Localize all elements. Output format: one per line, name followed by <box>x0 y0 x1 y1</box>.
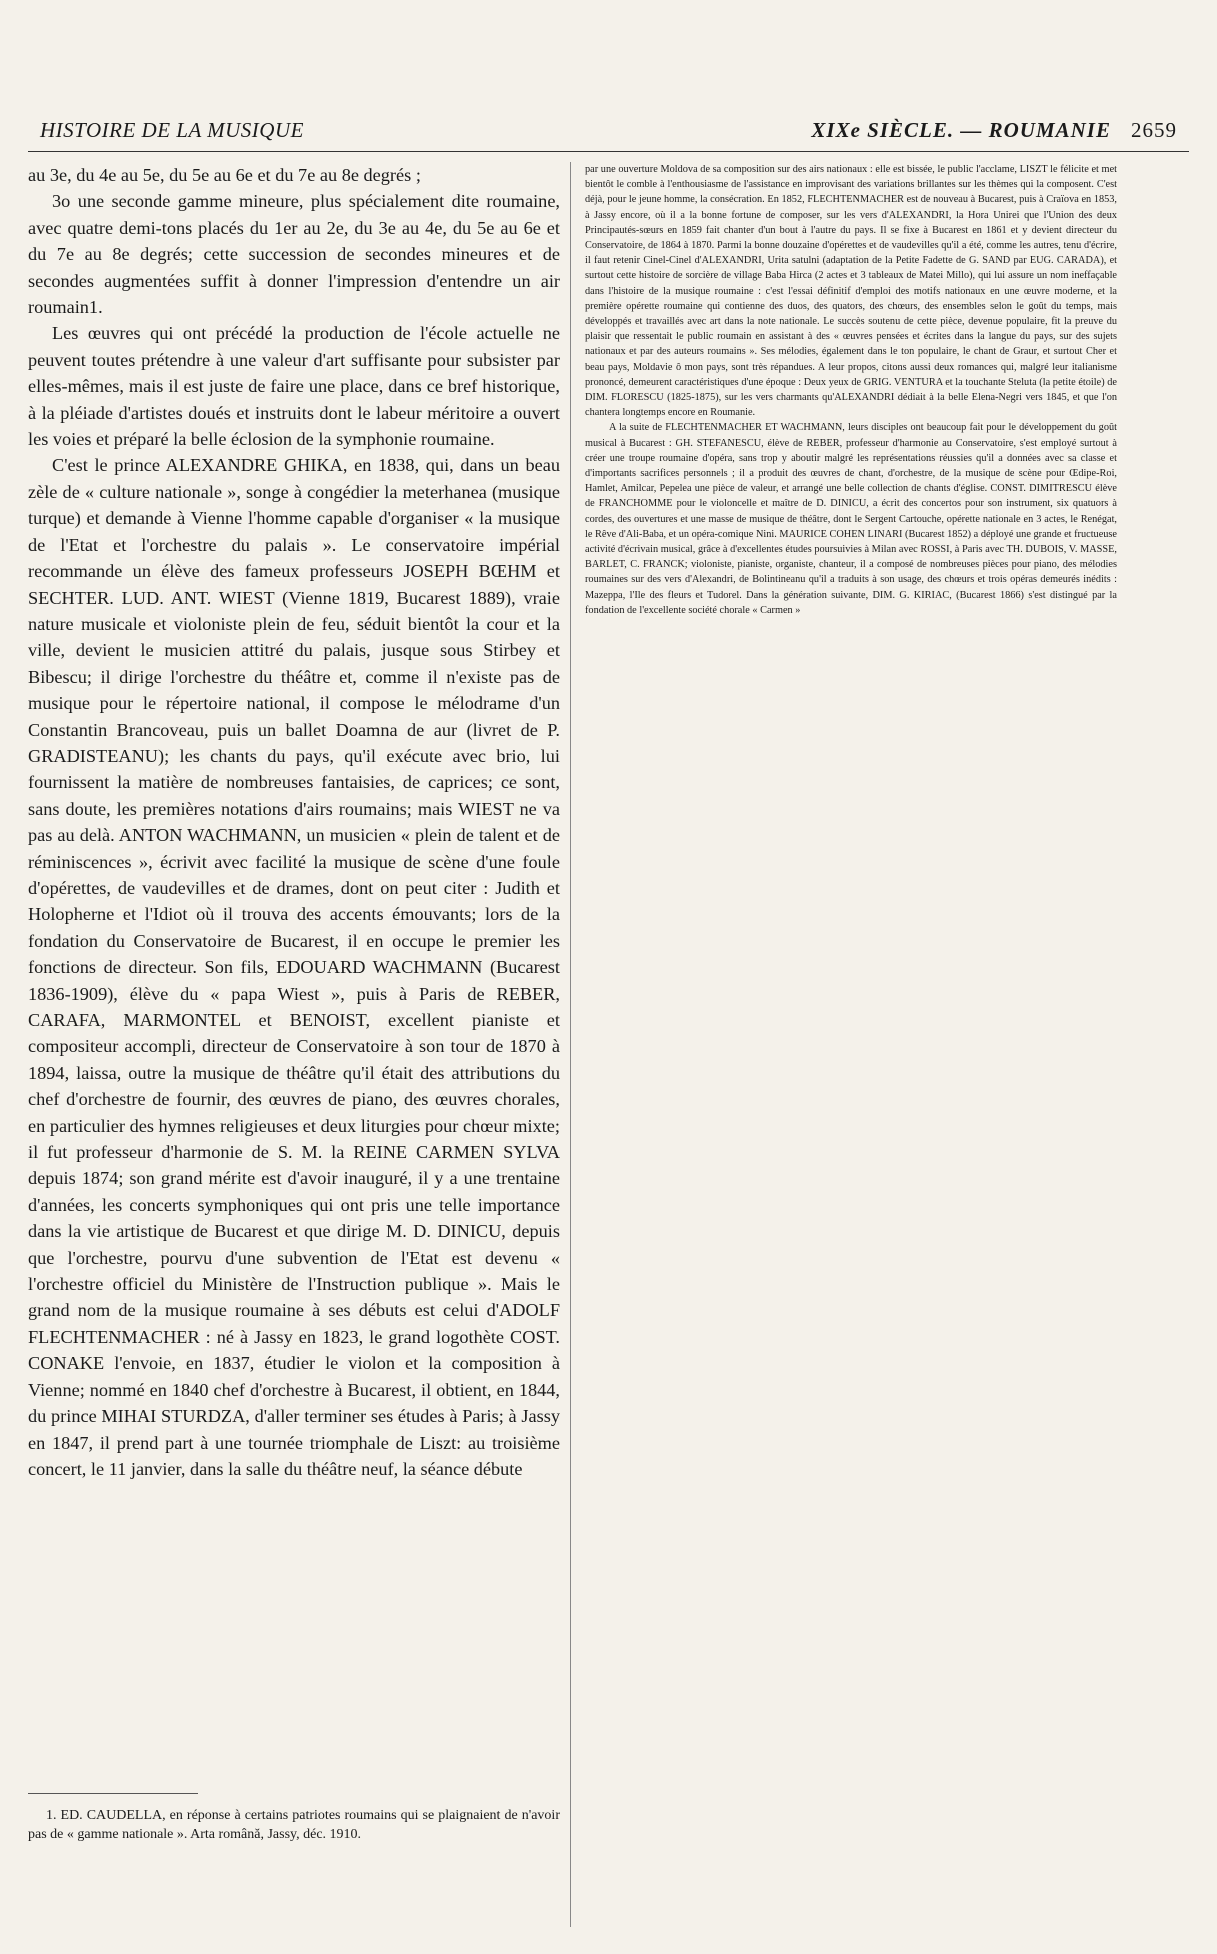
left-column <box>28 162 560 1482</box>
column-divider <box>570 162 571 1927</box>
footnote-rule <box>28 1793 198 1794</box>
page-number: 2659 <box>1131 118 1177 142</box>
running-header <box>40 118 1177 148</box>
paragraph: 3o une seconde gamme mineure, plus spécialement dite roumaine, avec quatre demi-tons placés du 1er au 2e, du 3e au 4e, du 5e au 6e et du 7e au 8e degrés; cette succession de secondes mineures et de secondes augmentées suffit à donner l'impression d'entendre un air roumain1. <box>28 191 560 318</box>
footnote <box>28 1806 560 1844</box>
header-left-title: HISTOIRE DE LA MUSIQUE <box>40 118 304 142</box>
paragraph: A la suite de FLECHTENMACHER ET WACHMANN, leurs disciples ont beaucoup fait pour le développement du goût musical à Bucarest : GH. STEFANESCU, élève de REBER, professeur d'harmonie au Conservatoire, s'est employé surtout à créer une troupe roumaine d'opéra, sans trop y aboutir malgré les représentations réussies qu'il a données avec sa classe et d'importants sacrifices personnels ; il a produit des œuvres de chant, d'orchestre, de la musique de scène pour Œdipe-Roi, Hamlet, Amilcar, Pepelea une pièce de valeur, et arrangé une belle collection de chants d'église. CONST. DIMITRESCU élève de FRANCHOMME pour le violoncelle et maître de D. DINICU, a écrit des concertos pour son instrument, six quatuors à cordes, des ouvertures et une masse de musique de théâtre, dont le Sergent Cartouche, opérette nationale en 3 actes, le Renégat, le Rêve d'Ali-Baba, et un opéra-comique Nini. MAURICE COHEN LINARI (Bucarest 1852) a déployé une grande et fructueuse activité d'écrivain musical, grâce à d'excellentes études poursuivies à Milan avec ROSSI, à Paris avec TH. DUBOIS, V. MASSE, BARLET, C. FRANCK; violoniste, pianiste, organiste, chanteur, il a composé de nombreuses pièces pour piano, des mélodies roumaines sur des vers d'Alexandri, de Bolintineanu qu'il a traduits à son usage, des chœurs et trois opéras demeurés inédits : Mazeppa, l'Ile des fleurs et Tudorel. Dans la génération suivante, DIM. G. KIRIAC, (Bucarest 1866) s'est distingué par la fondation de l'excellente société chorale « Carmen » <box>585 422 1117 616</box>
right-column <box>585 162 1117 1932</box>
footnote-text: 1. ED. CAUDELLA, en réponse à certains patriotes roumains qui se plaignaient de n'avoir pas de « gamme nationale ». Arta română, Jassy, déc. 1910. <box>28 1808 560 1842</box>
header-rule <box>28 151 1189 152</box>
header-right-title: XIXe SIÈCLE. — ROUMANIE <box>811 118 1111 142</box>
paragraph: par une ouverture Moldova de sa composition sur des airs nationaux : elle est bissée, le public l'acclame, LISZT le félicite et met bientôt le comble à l'enthousiasme de l'assistance en improvisant des variations brillantes sur les thèmes qui la composent. C'est déjà, pour le jeune homme, la consécration. En 1852, FLECHTENMACHER est de nouveau à Bucarest, puis à Craïova en 1853, à Jassy encore, où il a la bonne fortune de composer, sur les vers d'ALEXANDRI, la Hora Unirei que l'Union des deux Principautés-sœurs en 1859 fait chanter d'un bout à l'autre du pays. Il se fixe à Bucarest en 1861 et y devient directeur du Conservatoire, de 1864 à 1870. Parmi la bonne douzaine d'opérettes et de vaudevilles qu'il a été, comme les autres, tenu d'écrire, il faut retenir Cinel-Cinel d'ALEXANDRI, Urita satulni (adaptation de la Petite Fadette de G. SAND par EUG. CARADA), et surtout cette histoire de sorcière de village Baba Hirca (2 actes et 3 tableaux de Matei Millo), qui lui assure un nom ineffaçable dans l'histoire de la musique roumaine : c'est l'essai définitif d'emploi des motifs nationaux en une œuvre moderne, et la première opérette roumaine qui contienne des duos, des quators, des chœurs, des ensembles selon le goût du temps, mais développés et travaillés avec art dans la note nationale. Le succès soutenu de cette pièce, devenue populaire, fit la preuve du plaisir que ressentait le public roumain en assistant à des « œuvres pensées et écrites dans la langue du pays, sur des sujets nationaux et par des auteurs roumains ». Ses mélodies, également dans le ton populaire, le chant de Graur, et surtout Cher et beau pays, Moldavie ô mon pays, sont très répandues. A leur propos, citons aussi deux romances qui, malgré leur italianisme prononcé, demeurent caractéristiques d'une époque : Deux yeux de GRIG. VENTURA et la touchante Steluta (la petite étoile) de DIM. FLORESCU (1825-1875), sur les vers charmants qu'ALEXANDRI dédiait à la belle Elena-Negri vers 1845, et que l'on chantera longtemps encore en Roumanie. <box>585 164 1117 419</box>
paragraph: C'est le prince ALEXANDRE GHIKA, en 1838, qui, dans un beau zèle de « culture nationale », songe à congédier la meterhanea (musique turque) et demande à Vienne l'homme capable d'organiser « la musique de l'Etat et l'orchestre du palais ». Le conservatoire impérial recommande un élève des fameux professeurs JOSEPH BŒHM et SECHTER. LUD. ANT. WIEST (Vienne 1819, Bucarest 1889), vraie nature musicale et violoniste plein de feu, séduit bientôt la cour et la ville, devient le musicien attitré du palais, jusque sous Stirbey et Bibescu; il dirige l'orchestre du théâtre et, comme il n'existe pas de musique pour le répertoire national, il compose le mélodrame d'un Constantin Brancoveau, puis un ballet Doamna de aur (livret de P. GRADISTEANU); les chants du pays, qu'il exécute avec brio, lui fournissent la matière de nombreuses fantaisies, de caprices; ce sont, sans doute, les premières notations d'airs roumains; mais WIEST ne va pas au delà. ANTON WACHMANN, un musicien « plein de talent et de réminiscences », écrivit avec facilité la musique de scène d'une foule d'opérettes, de vaudevilles et de drames, dont on peut citer : Judith et Holopherne et l'Idiot où il trouva des accents émouvants; lors de la fondation du Conservatoire de Bucarest, il en occupe le premier les fonctions de directeur. Son fils, EDOUARD WACHMANN (Bucarest 1836-1909), élève du « papa Wiest », puis à Paris de REBER, CARAFA, MARMONTEL et BENOIST, excellent pianiste et compositeur accompli, directeur de Conservatoire à son tour de 1870 à 1894, laissa, outre la musique de théâtre qu'il était des attributions du chef d'orchestre de fournir, des œuvres de piano, des œuvres chorales, en particulier des hymnes religieuses et deux liturgies pour chœur mixte; il fut professeur d'harmonie de S. M. la REINE CARMEN SYLVA depuis 1874; son grand mérite est d'avoir inauguré, il y a une trentaine d'années, les concerts symphoniques qui ont pris une telle importance dans la vie artistique de Bucarest et que dirige M. D. DINICU, depuis que l'orchestre, pourvu d'une subvention de l'Etat est devenu « l'orchestre officiel du Ministère de l'Instruction publique ». Mais le grand nom de la musique roumaine à ses débuts est celui d'ADOLF FLECHTENMACHER : né à Jassy en 1823, le grand logothète COST. CONAKE l'envoie, en 1837, étudier le violon et la composition à Vienne; nommé en 1840 chef d'orchestre à Bucarest, il obtient, en 1844, du prince MIHAI STURDZA, d'aller terminer ses études à Paris; à Jassy en 1847, il prend part à une tournée triomphale de Liszt: au troisième concert, le 11 janvier, dans la salle du théâtre neuf, la séance débute <box>28 455 560 1479</box>
paragraph: Les œuvres qui ont précédé la production de l'école actuelle ne peuvent toutes prétendre à une valeur d'art suffisante pour subsister par elles-mêmes, mais il est juste de faire une place, dans ce bref historique, à la pléiade d'artistes doués et instruits dont le labeur méritoire a ouvert les voies et préparé la belle éclosion de la symphonie roumaine. <box>28 323 560 450</box>
paragraph: au 3e, du 4e au 5e, du 5e au 6e et du 7e au 8e degrés ; <box>28 165 421 185</box>
